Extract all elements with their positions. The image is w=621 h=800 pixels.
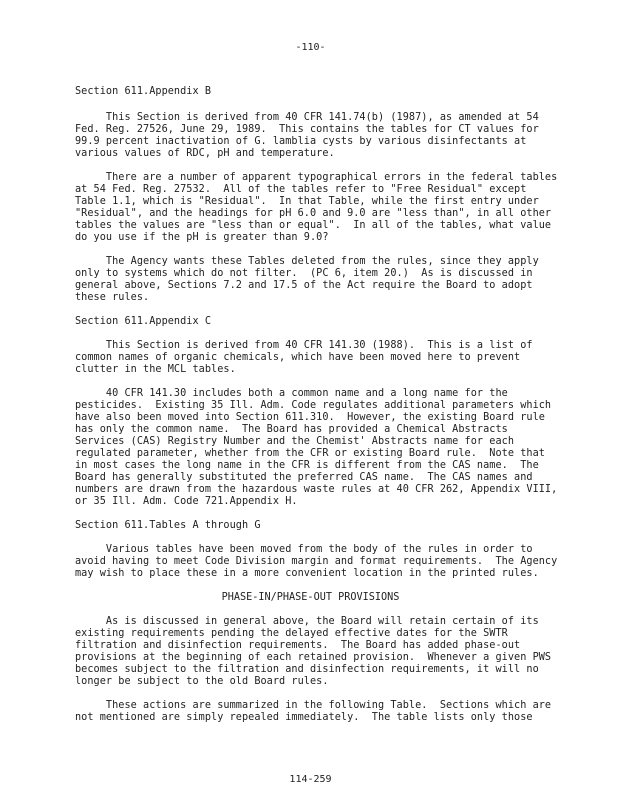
body-line: Fed. Reg. 27526, June 29, 1989. This contains the tables for CT values for [75, 124, 539, 135]
body-line: at 54 Fed. Reg. 27532. All of the tables refer to "Free Residual" except [75, 184, 527, 195]
body-line: Table 1.1, which is "Residual". In that Table, while the first entry under [75, 196, 539, 207]
body-line: numbers are drawn from the hazardous waste rules at 40 CFR 262, Appendix VIII, [75, 484, 558, 495]
body-line: general above, Sections 7.2 and 17.5 of the Act require the Board to adopt [75, 280, 533, 291]
section-heading: Section 611.Tables A through G [75, 520, 261, 531]
body-line: Board has generally substituted the preferred CAS name. The CAS names and [75, 472, 533, 483]
body-line: The Agency wants these Tables deleted from the rules, since they apply [75, 256, 539, 267]
body-line: 99.9 percent inactivation of G. lamblia cysts by various disinfectants at [75, 136, 527, 147]
section-heading: Section 611.Appendix C [75, 316, 212, 327]
body-line: regulated parameter, whether from the CFR or existing Board rule. Note that [75, 448, 545, 459]
body-line: or 35 Ill. Adm. Code 721.Appendix H. [75, 496, 298, 507]
page-number-header: -110- [295, 42, 326, 53]
body-line: becomes subject to the filtration and disinfection requirements, it will no [75, 664, 539, 675]
body-line: longer be subject to the old Board rules. [75, 676, 329, 687]
body-line: clutter in the MCL tables. [75, 364, 236, 375]
body-line: these rules. [75, 292, 150, 303]
body-line: filtration and disinfection requirements. The Board has added phase-out [75, 640, 521, 651]
body-line: "Residual", and the headings for pH 6.0 and 9.0 are "less than", in all other [75, 208, 552, 219]
body-line: This Section is derived from 40 CFR 141.30 (1988). This is a list of [75, 340, 533, 351]
section-heading: Section 611.Appendix B [75, 86, 212, 97]
body-line: has only the common name. The Board has provided a Chemical Abstracts [75, 424, 508, 435]
body-line: This Section is derived from 40 CFR 141.74(b) (1987), as amended at 54 [75, 112, 539, 123]
body-line: tables the values are "less than or equal". In all of the tables, what value [75, 220, 552, 231]
centered-heading: PHASE-IN/PHASE-OUT PROVISIONS [221, 592, 400, 603]
body-line: in most cases the long name in the CFR is different from the CAS name. The [75, 460, 539, 471]
page-id-footer: 114-259 [289, 774, 332, 785]
body-line: There are a number of apparent typographical errors in the federal tables [75, 172, 558, 183]
body-line: various values of RDC, pH and temperature. [75, 148, 335, 159]
body-line: do you use if the pH is greater than 9.0? [75, 232, 329, 243]
body-line: Various tables have been moved from the body of the rules in order to [75, 544, 533, 555]
body-line: As is discussed in general above, the Board will retain certain of its [75, 616, 539, 627]
body-line: existing requirements pending the delayed effective dates for the SWTR [75, 628, 508, 639]
body-line: have also been moved into Section 611.310. However, the existing Board rule [75, 412, 545, 423]
body-line: 40 CFR 141.30 includes both a common name and a long name for the [75, 388, 508, 399]
body-line: pesticides. Existing 35 Ill. Adm. Code regulates additional parameters which [75, 400, 552, 411]
body-line: common names of organic chemicals, which have been moved here to prevent [75, 352, 521, 363]
body-line: not mentioned are simply repealed immediately. The table lists only those [75, 712, 533, 723]
body-line: provisions at the beginning of each retained provision. Whenever a given PWS [75, 652, 552, 663]
body-line: may wish to place these in a more convenient location in the printed rules. [75, 568, 539, 579]
body-line: avoid having to meet Code Division margin and format requirements. The Agency [75, 556, 558, 567]
body-line: only to systems which do not filter. (PC 6, item 20.) As is discussed in [75, 268, 533, 279]
body-line: These actions are summarized in the following Table. Sections which are [75, 700, 552, 711]
body-line: Services (CAS) Registry Number and the Chemist' Abstracts name for each [75, 436, 515, 447]
